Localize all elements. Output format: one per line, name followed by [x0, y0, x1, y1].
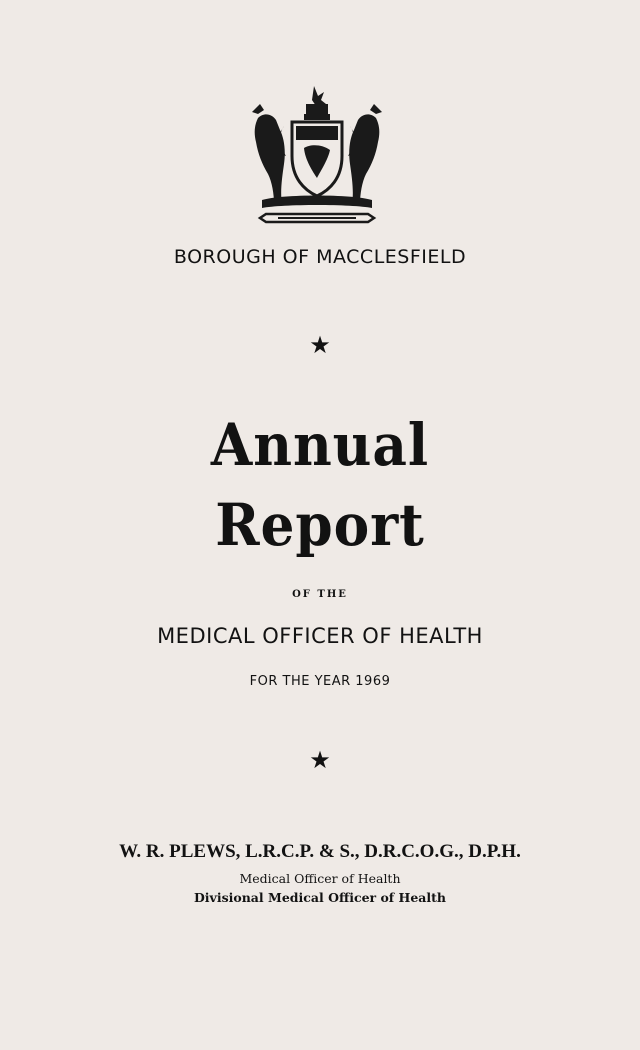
- title-report: Report: [215, 491, 425, 559]
- report-year: FOR THE YEAR 1969: [249, 674, 391, 689]
- borough-name: BOROUGH OF MACCLESFIELD: [173, 246, 467, 268]
- title-annual: Annual: [210, 411, 430, 479]
- coat-of-arms-icon: [248, 82, 386, 232]
- star-icon: ★: [309, 747, 331, 774]
- author-role: Medical Officer of Health: [239, 871, 401, 886]
- author-name: W. R. PLEWS, L.R.C.P. & S., D.R.C.O.G., D.P.H.: [119, 841, 521, 862]
- author-role-divisional: Divisional Medical Officer of Health: [193, 890, 447, 905]
- star-icon: ★: [309, 332, 331, 359]
- of-the-label: OF THE: [292, 589, 348, 600]
- report-subject: MEDICAL OFFICER OF HEALTH: [157, 624, 483, 648]
